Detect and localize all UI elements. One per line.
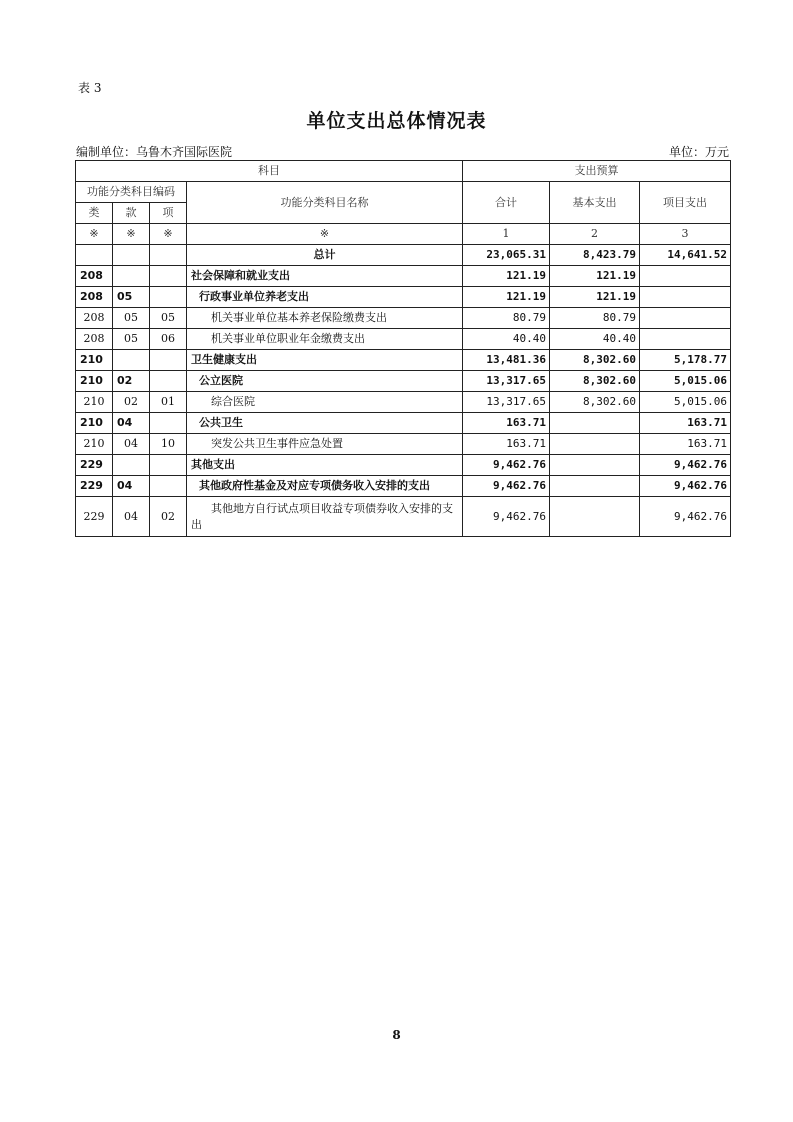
cell-kuan: 04 — [113, 476, 150, 497]
mark-lei: ※ — [76, 224, 113, 245]
index-project: 3 — [640, 224, 731, 245]
cell-project — [640, 329, 731, 350]
cell-project: 5,015.06 — [640, 371, 731, 392]
cell-xiang — [150, 266, 187, 287]
mark-kuan: ※ — [113, 224, 150, 245]
cell-xiang: 10 — [150, 434, 187, 455]
header-xiang: 项 — [150, 203, 187, 224]
cell-project: 9,462.76 — [640, 455, 731, 476]
cell-name: 社会保障和就业支出 — [187, 266, 463, 287]
cell-basic: 8,302.60 — [550, 371, 640, 392]
index-basic: 2 — [550, 224, 640, 245]
table-row — [76, 266, 731, 287]
cell-total: 13,317.65 — [463, 371, 550, 392]
cell-lei: 210 — [76, 350, 113, 371]
cell-lei: 208 — [76, 287, 113, 308]
cell-lei: 210 — [76, 392, 113, 413]
cell-lei: 210 — [76, 413, 113, 434]
cell-name: 行政事业单位养老支出 — [187, 287, 463, 308]
table-row — [76, 287, 731, 308]
cell-total: 163.71 — [463, 434, 550, 455]
header-row-2 — [76, 182, 731, 203]
cell-kuan: 02 — [113, 392, 150, 413]
cell-project — [640, 266, 731, 287]
table-row — [76, 329, 731, 350]
cell-total: 13,317.65 — [463, 392, 550, 413]
expenditure-table — [75, 160, 731, 537]
cell-total: 40.40 — [463, 329, 550, 350]
cell-xiang — [150, 413, 187, 434]
cell-total: 9,462.76 — [463, 497, 550, 537]
cell-xiang — [150, 476, 187, 497]
cell-kuan — [113, 455, 150, 476]
cell-kuan — [113, 266, 150, 287]
header-project-col: 项目支出 — [640, 182, 731, 224]
header-name-col: 功能分类科目名称 — [187, 182, 463, 224]
cell-total: 121.19 — [463, 287, 550, 308]
cell-lei: 229 — [76, 455, 113, 476]
cell-xiang — [150, 350, 187, 371]
table-row — [76, 434, 731, 455]
cell-lei: 229 — [76, 497, 113, 537]
cell-basic — [550, 455, 640, 476]
cell-name: 公立医院 — [187, 371, 463, 392]
header-code-group: 功能分类科目编码 — [76, 182, 187, 203]
table-row — [76, 497, 731, 537]
cell-kuan: 04 — [113, 497, 150, 537]
cell-basic: 121.19 — [550, 266, 640, 287]
mark-name: ※ — [187, 224, 463, 245]
cell-project — [640, 308, 731, 329]
table-row — [76, 371, 731, 392]
header-lei: 类 — [76, 203, 113, 224]
org-label: 编制单位：乌鲁木齐国际医院 — [76, 145, 233, 159]
cell-total: 9,462.76 — [463, 455, 550, 476]
cell-xiang: 02 — [150, 497, 187, 537]
cell-basic: 121.19 — [550, 287, 640, 308]
cell-lei: 208 — [76, 308, 113, 329]
cell-basic: 8,302.60 — [550, 392, 640, 413]
table-row — [76, 350, 731, 371]
cell-total: 121.19 — [463, 266, 550, 287]
cell-basic — [550, 497, 640, 537]
cell-project: 5,178.77 — [640, 350, 731, 371]
table-row — [76, 413, 731, 434]
cell-lei: 210 — [76, 434, 113, 455]
table-tag: 表 3 — [78, 81, 102, 95]
table-row — [76, 308, 731, 329]
cell-kuan: 05 — [113, 308, 150, 329]
cell-name: 其他政府性基金及对应专项债务收入安排的支出 — [187, 476, 463, 497]
cell-total: 80.79 — [463, 308, 550, 329]
cell-project: 163.71 — [640, 413, 731, 434]
cell-total: 163.71 — [463, 413, 550, 434]
header-basic-col: 基本支出 — [550, 182, 640, 224]
header-row-4 — [76, 224, 731, 245]
cell-kuan: 04 — [113, 413, 150, 434]
cell-lei: 208 — [76, 266, 113, 287]
cell-project: 9,462.76 — [640, 497, 731, 537]
cell-project: 9,462.76 — [640, 476, 731, 497]
cell-xiang: 01 — [150, 392, 187, 413]
cell-xiang — [150, 287, 187, 308]
cell-kuan: 05 — [113, 329, 150, 350]
header-row-1 — [76, 161, 731, 182]
cell-lei: 210 — [76, 371, 113, 392]
table-row — [76, 392, 731, 413]
cell-name: 卫生健康支出 — [187, 350, 463, 371]
mark-xiang: ※ — [150, 224, 187, 245]
cell-total: 13,481.36 — [463, 350, 550, 371]
cell-basic: 8,302.60 — [550, 350, 640, 371]
header-total-col: 合计 — [463, 182, 550, 224]
cell-kuan — [113, 245, 150, 266]
table-row — [76, 455, 731, 476]
cell-lei — [76, 245, 113, 266]
cell-kuan: 02 — [113, 371, 150, 392]
table-row-grand-total — [76, 245, 731, 266]
cell-name: 机关事业单位基本养老保险缴费支出 — [187, 308, 463, 329]
cell-basic: 40.40 — [550, 329, 640, 350]
cell-name: 其他地方自行试点项目收益专项债券收入安排的支出 — [187, 497, 463, 537]
header-budget: 支出预算 — [463, 161, 731, 182]
cell-basic: 8,423.79 — [550, 245, 640, 266]
cell-name: 突发公共卫生事件应急处置 — [187, 434, 463, 455]
cell-total: 23,065.31 — [463, 245, 550, 266]
page-number: 8 — [392, 1028, 401, 1042]
cell-xiang — [150, 371, 187, 392]
cell-total: 9,462.76 — [463, 476, 550, 497]
cell-xiang: 06 — [150, 329, 187, 350]
header-kuan: 款 — [113, 203, 150, 224]
cell-name: 机关事业单位职业年金缴费支出 — [187, 329, 463, 350]
cell-basic: 80.79 — [550, 308, 640, 329]
cell-kuan: 04 — [113, 434, 150, 455]
cell-xiang — [150, 245, 187, 266]
cell-project: 163.71 — [640, 434, 731, 455]
cell-name: 总计 — [187, 245, 463, 266]
cell-kuan: 05 — [113, 287, 150, 308]
cell-project — [640, 287, 731, 308]
cell-basic — [550, 413, 640, 434]
header-subject: 科目 — [76, 161, 463, 182]
cell-project: 14,641.52 — [640, 245, 731, 266]
page-title: 单位支出总体情况表 — [306, 110, 487, 132]
cell-kuan — [113, 350, 150, 371]
table-row — [76, 476, 731, 497]
cell-basic — [550, 434, 640, 455]
cell-xiang — [150, 455, 187, 476]
cell-lei: 208 — [76, 329, 113, 350]
cell-project: 5,015.06 — [640, 392, 731, 413]
cell-lei: 229 — [76, 476, 113, 497]
unit-label: 单位：万元 — [668, 145, 729, 159]
cell-name: 公共卫生 — [187, 413, 463, 434]
index-total: 1 — [463, 224, 550, 245]
cell-xiang: 05 — [150, 308, 187, 329]
cell-name: 其他支出 — [187, 455, 463, 476]
cell-basic — [550, 476, 640, 497]
cell-name: 综合医院 — [187, 392, 463, 413]
